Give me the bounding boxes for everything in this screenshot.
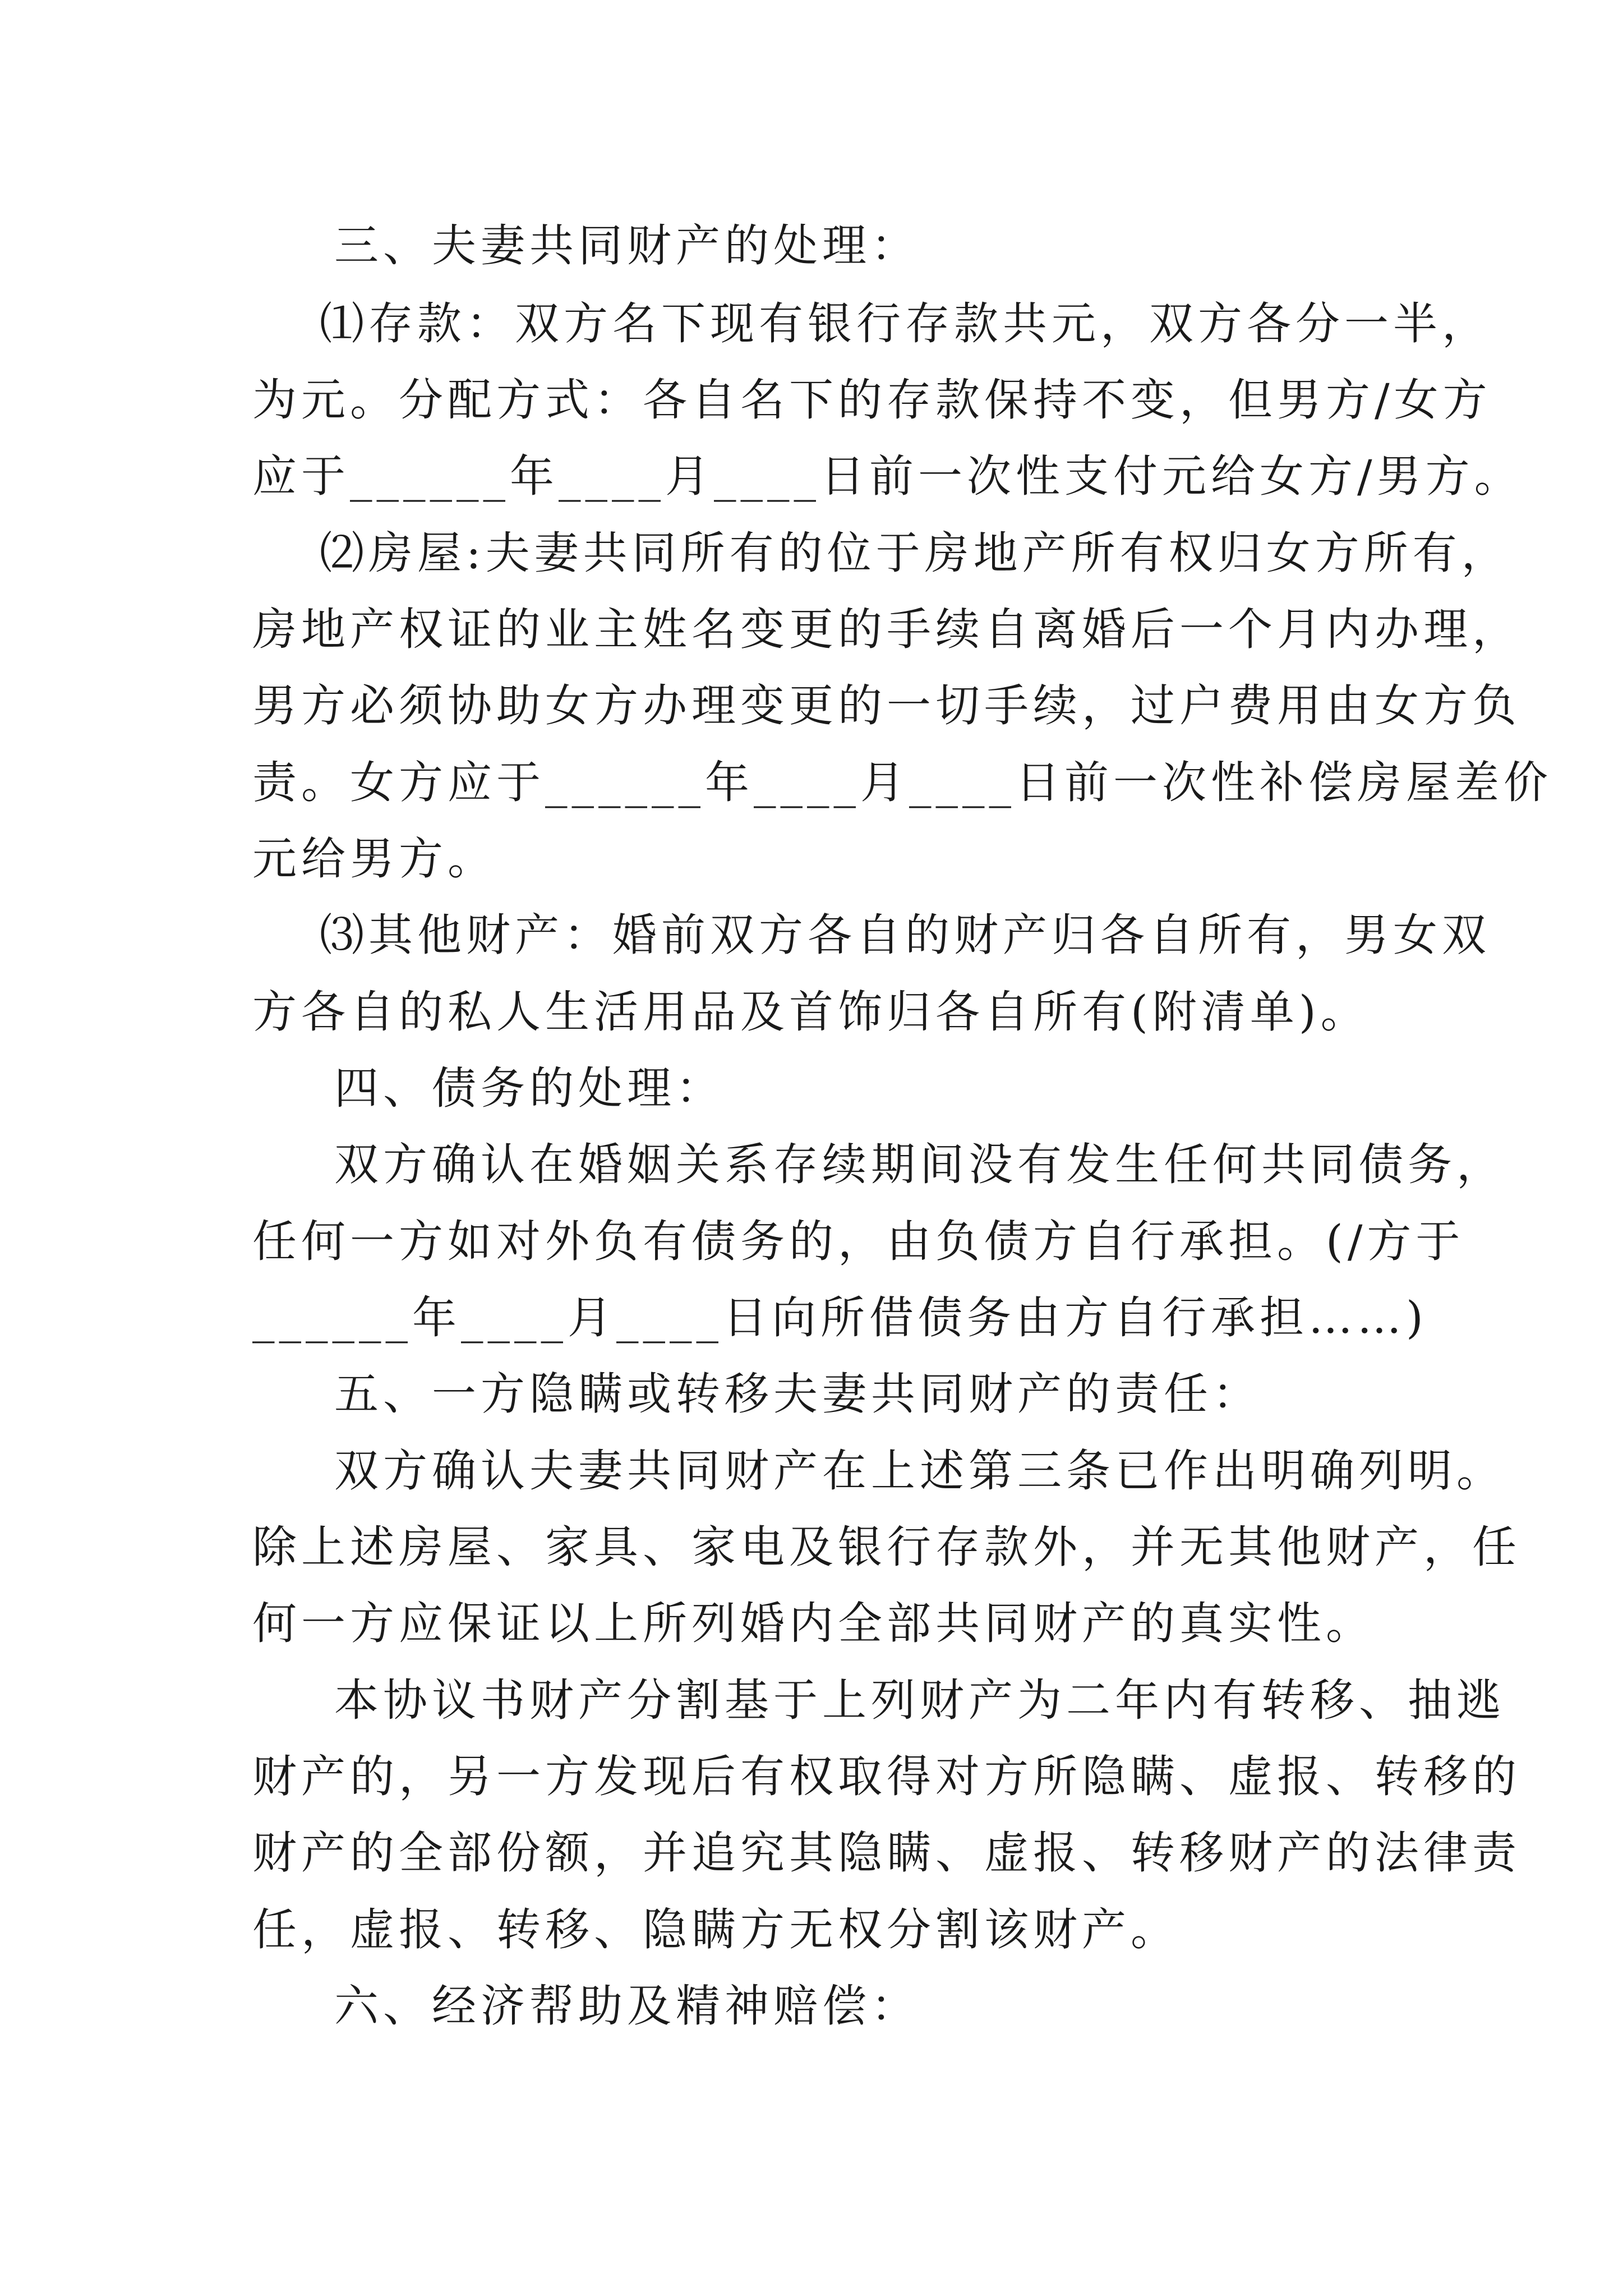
paragraph-line: 双方确认夫妻共同财产在上述第三条已作出明确列明。 <box>334 1445 1505 1497</box>
paragraph-line: 应于______年____月____日前一次性支付元给女方/男方。 <box>252 450 1523 502</box>
section-heading-concealment: 五、一方隐瞒或转移夫妻共同财产的责任： <box>334 1368 1261 1420</box>
paragraph-line: ⑴存款：双方名下现有银行存款共元，双方各分一半， <box>320 298 1491 349</box>
section-heading-debts: 四、债务的处理： <box>334 1062 725 1114</box>
paragraph-line: ⑶其他财产：婚前双方各自的财产归各自所有，男女双 <box>320 909 1491 961</box>
section-heading-joint-property: 三、夫妻共同财产的处理： <box>334 220 920 272</box>
paragraph-line: 本协议书财产分割基于上列财产为二年内有转移、抽逃 <box>334 1674 1505 1726</box>
paragraph-line: ⑵房屋:夫妻共同所有的位于房地产所有权归女方所有， <box>320 527 1510 579</box>
section-heading-economic-help: 六、经济帮助及精神赔偿： <box>334 1980 920 2032</box>
paragraph-line: 任何一方如对外负有债务的，由负债方自行承担。(/方于 <box>252 1216 1465 1267</box>
paragraph-line: 财产的全部份额，并追究其隐瞒、虚报、转移财产的法律责 <box>252 1827 1521 1879</box>
paragraph-line: 双方确认在婚姻关系存续期间没有发生任何共同债务， <box>334 1139 1505 1190</box>
paragraph-line: 房地产权证的业主姓名变更的手续自离婚后一个月内办理， <box>252 604 1521 655</box>
paragraph-line: 为元。分配方式：各自名下的存款保持不变，但男方/女方 <box>252 374 1492 426</box>
paragraph-line: 元给男方。 <box>252 833 496 885</box>
paragraph-line: ______年____月____日向所借债务由方自行承担……) <box>252 1292 1428 1343</box>
paragraph-line: 方各自的私人生活用品及首饰归各自所有(附清单)。 <box>252 986 1370 1038</box>
paragraph-line: 责。女方应于______年____月____日前一次性补偿房屋差价 <box>252 757 1552 808</box>
paragraph-line: 男方必须协助女方办理变更的一切手续，过户费用由女方负 <box>252 680 1521 731</box>
paragraph-line: 除上述房屋、家具、家电及银行存款外，并无其他财产，任 <box>252 1521 1521 1573</box>
paragraph-line: 财产的，另一方发现后有权取得对方所隐瞒、虚报、转移的 <box>252 1751 1521 1802</box>
paragraph-line: 任，虚报、转移、隐瞒方无权分割该财产。 <box>252 1904 1179 1955</box>
paragraph-line: 何一方应保证以上所列婚内全部共同财产的真实性。 <box>252 1598 1375 1649</box>
